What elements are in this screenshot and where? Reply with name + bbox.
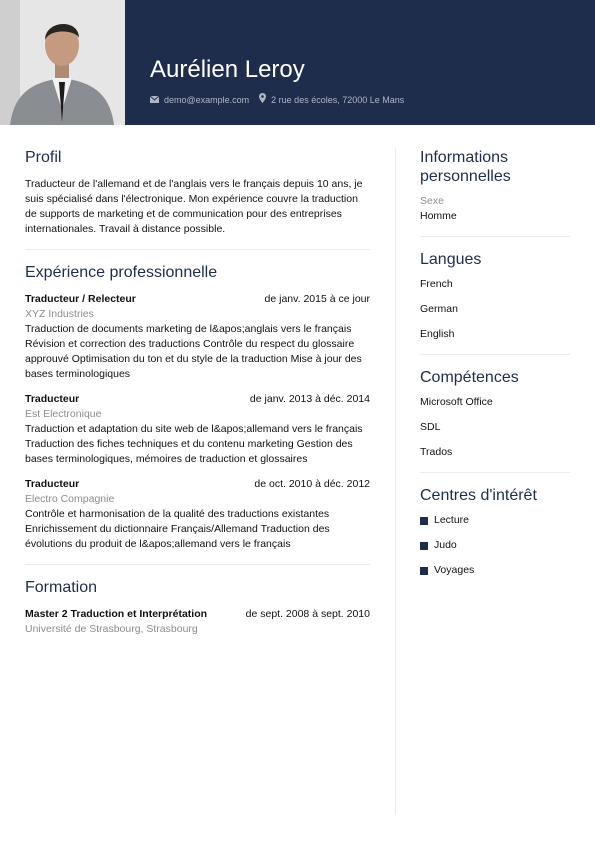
interests-section	[420, 486, 570, 578]
gender-label: Sexe	[420, 195, 444, 207]
education-dates: de sept. 2008 à sept. 2010	[245, 608, 370, 620]
degree-title: Master 2 Traduction et Interprétation	[25, 608, 208, 620]
job-description: Contrôle et harmonisation de la qualité des traductions existantes Enrichissement du dictionnaire Français/Allemand Traduction des évolutions du produit de l&apos;allemand vers le français	[25, 508, 330, 550]
interest-label: Judo	[434, 539, 457, 551]
education-section	[25, 578, 370, 637]
job-role: Traducteur	[25, 478, 80, 490]
profile-photo	[0, 0, 125, 125]
experience-section	[25, 263, 370, 552]
job-dates: de janv. 2013 à déc. 2014	[249, 393, 370, 405]
personal-section	[420, 148, 570, 224]
job-company: Electro Compagnie	[25, 493, 115, 505]
candidate-name: Aurélien Leroy	[150, 56, 305, 83]
job-description: Traduction et adaptation du site web de l&apos;allemand vers le français Traduction des fiches techniques et du contenu marketing Gestion des bases terminologiques, mémoires de traduction et glossaires	[25, 423, 363, 465]
contact-line	[150, 93, 404, 106]
section-title-languages: Langues	[420, 251, 482, 268]
section-title-education: Formation	[25, 579, 98, 596]
interest-item	[420, 563, 570, 578]
section-title-skills: Compétences	[420, 369, 519, 386]
gender-value: Homme	[420, 210, 457, 222]
square-bullet-icon	[420, 567, 428, 575]
job-role: Traducteur / Relecteur	[25, 293, 136, 305]
divider	[25, 249, 370, 250]
school-name: Université de Strasbourg, Strasbourg	[25, 623, 198, 635]
job-company: Est Electronique	[25, 408, 102, 420]
email-text[interactable]: demo@example.com	[164, 94, 250, 105]
location-pin-icon	[259, 93, 266, 106]
section-title-interests: Centres d'intérêt	[420, 487, 537, 504]
job-dates: de janv. 2015 à ce jour	[264, 293, 370, 305]
divider	[420, 354, 570, 355]
skill-item: Trados	[420, 446, 453, 458]
section-title-personal: Informations personnelles	[420, 149, 511, 185]
main-column	[25, 148, 370, 647]
education-entry	[25, 607, 370, 637]
section-title-profile: Profil	[25, 149, 62, 166]
skills-section	[420, 368, 570, 460]
resume-header	[0, 0, 595, 125]
language-item: English	[420, 328, 455, 340]
interest-label: Lecture	[434, 514, 470, 526]
square-bullet-icon	[420, 542, 428, 550]
job-dates: de oct. 2010 à déc. 2012	[254, 478, 370, 490]
divider	[420, 472, 570, 473]
address-text: 2 rue des écoles, 72000 Le Mans	[271, 94, 405, 105]
interest-item	[420, 513, 570, 528]
divider	[25, 564, 370, 565]
interest-label: Voyages	[434, 564, 475, 576]
section-title-experience: Expérience professionnelle	[25, 264, 218, 281]
skill-item: SDL	[420, 421, 441, 433]
job-company: XYZ Industries	[25, 308, 94, 320]
interest-item	[420, 538, 570, 553]
job-role: Traducteur	[25, 393, 80, 405]
job-entry	[25, 477, 370, 552]
portrait-image	[0, 0, 125, 125]
language-item: French	[420, 278, 453, 290]
sidebar-column	[420, 148, 570, 588]
envelope-icon	[150, 94, 159, 106]
languages-section	[420, 250, 570, 342]
job-entry	[25, 292, 370, 382]
job-entry	[25, 392, 370, 467]
square-bullet-icon	[420, 517, 428, 525]
column-divider	[395, 148, 396, 815]
language-item: German	[420, 303, 458, 315]
job-description: Traduction de documents marketing de l&apos;anglais vers le français Révision et correction des traductions Contrôle du respect du glossaire approuvé Optimisation du ton et du style de la traduction Mise à jour des bases terminologiques	[25, 323, 362, 380]
profile-section	[25, 148, 370, 237]
skill-item: Microsoft Office	[420, 396, 493, 408]
divider	[420, 236, 570, 237]
profile-text: Traducteur de l'allemand et de l'anglais vers le français depuis 10 ans, je suis spécialisé dans l'électronique. Mon expérience couvre la traduction de supports de marketing et de communication pour des entreprises internationales. Travail à distance possible.	[25, 178, 363, 235]
